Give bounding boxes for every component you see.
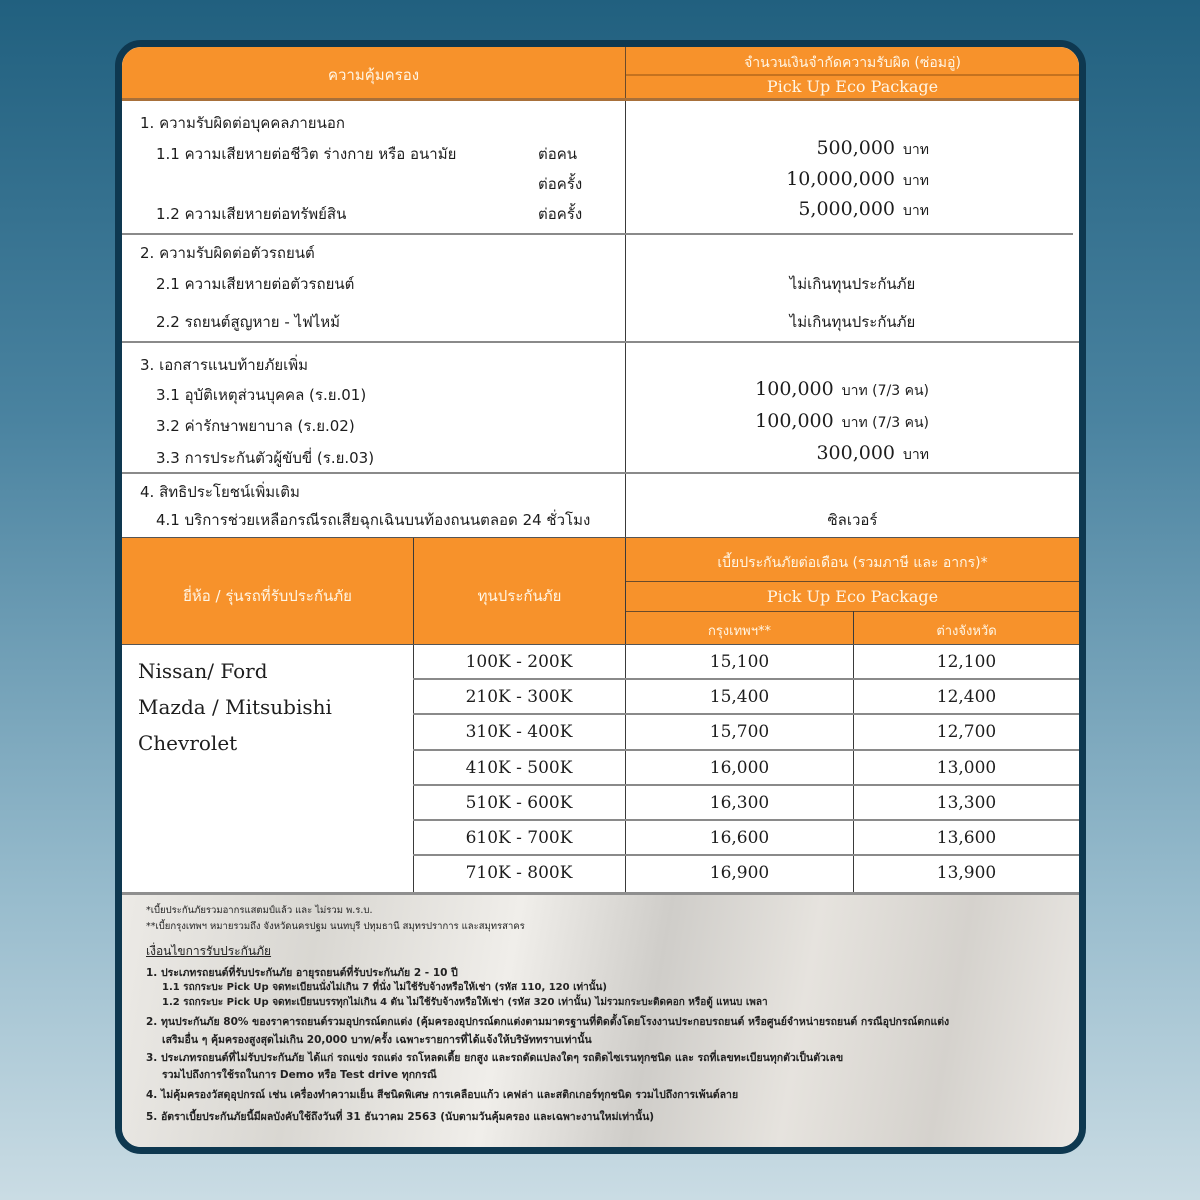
upcountry-premium-cell: 12,400 <box>936 687 997 707</box>
premium-header-label: เบี้ยประกันภัยต่อเดือน (รวมภาษี และ อากร)* <box>717 555 988 571</box>
item-2-2-label: 2.2 รถยนต์สูญหาย - ไฟไหม้ <box>156 313 341 331</box>
section-divider <box>122 472 1079 474</box>
rate-row <box>413 786 1079 821</box>
condition-3: 3. ประเภทรถยนต์ที่ไม่รับประกันภัย ได้แก่ รถแข่ง รถแต่ง รถโหลดเตี้ย ยกสูง และรถดัดแปลงใดๆ รถติดไซเรนทุกชนิด และ รถที่เลขทะเบียนทุกตัวเป็นตัวเลข <box>146 1052 844 1064</box>
header-subdivider <box>626 74 1079 76</box>
rate-row <box>413 680 1079 715</box>
premium-body <box>122 645 1079 892</box>
rate-row <box>413 715 1079 751</box>
amount-unit: บาท <box>903 173 929 189</box>
rate-row <box>413 821 1079 856</box>
condition-5: 5. อัตราเบี้ยประกันภัยนี้มีผลบังคับใช้ถึงวันที่ 31 ธันวาคม 2563 (นับตามวันคุ้มครอง และเฉพาะงานใหม่เท่านั้น) <box>146 1111 655 1123</box>
amount-value: 5,000,000 <box>798 198 896 220</box>
section-2-title: 2. ความรับผิดต่อตัวรถยนต์ <box>140 244 315 262</box>
bangkok-premium-cell: 15,700 <box>709 722 770 742</box>
item-1-2-label: 1.2 ความเสียหายต่อทรัพย์สิน <box>156 205 347 223</box>
sum-insured-cell: 510K - 600K <box>465 793 573 813</box>
upcountry-premium-cell: 12,100 <box>936 652 997 672</box>
model-name: Chevrolet <box>138 731 238 755</box>
condition-1-2: 1.2 รถกระบะ Pick Up จดทะเบียนบรรทุกไม่เกิน 4 ตัน ไม่ใช้รับจ้างหรือให้เช่า (รหัส 320 เท่านั้น) ไม่รวมกระบะติดคอก หรือตู้ แหนบ เพลา <box>162 997 768 1008</box>
coverage-header-label: ความคุ้มครอง <box>327 66 420 84</box>
sum-insured-header-label: ทุนประกันภัย <box>477 587 562 605</box>
upcountry-premium-cell: 13,900 <box>936 863 997 883</box>
amount-value: 100,000 <box>755 378 834 400</box>
upcountry-premium-cell: 13,300 <box>936 793 997 813</box>
footnotes-area <box>122 892 1079 1147</box>
coverage-body <box>122 101 1079 537</box>
bangkok-header-label: กรุงเทพฯ** <box>707 624 772 639</box>
section-divider <box>122 233 1073 235</box>
condition-2: 2. ทุนประกันภัย 80% ของราคารถยนต์รวมอุปกรณ์ตกแต่ง (คุ้มครองอุปกรณ์ตกแต่งตามมาตรฐานที่ติดตั้งโดยโรงงานประกอบรถยนต์ หรือศูนย์จำหน่ายรถยนต์ กรณีอุปกรณ์ตกแต่ง <box>146 1016 950 1028</box>
item-2-1-value: ไม่เกินทุนประกันภัย <box>789 275 916 293</box>
limit-header-label: จำนวนเงินจำกัดความรับผิด (ซ่อมอู่) <box>744 55 961 71</box>
bangkok-premium-cell: 16,000 <box>709 758 770 778</box>
model-name: Mazda / Mitsubishi <box>138 695 332 719</box>
item-3-1-label: 3.1 อุบัติเหตุส่วนบุคคล (ร.ย.01) <box>156 386 367 404</box>
sum-insured-cell: 710K - 800K <box>465 863 573 883</box>
conditions-title: เงื่อนไขการรับประกันภัย <box>146 944 272 958</box>
upcountry-premium-cell: 13,000 <box>936 758 997 778</box>
coverage-header <box>122 47 1079 101</box>
sum-insured-cell: 410K - 500K <box>465 758 573 778</box>
section-1-title: 1. ความรับผิดต่อบุคคลภายนอก <box>140 114 345 132</box>
amount-3-3 <box>816 442 929 466</box>
item-1-1-label: 1.1 ความเสียหายต่อชีวิต ร่างกาย หรือ อนามัย <box>156 145 457 163</box>
section-3-title: 3. เอกสารแนบท้ายภัยเพิ่ม <box>140 356 309 374</box>
bangkok-premium-cell: 15,400 <box>709 687 770 707</box>
condition-4: 4. ไม่คุ้มครองวัสดุอุปกรณ์ เช่น เครื่องทำความเย็น สีชนิดพิเศษ การเคลือบแก้ว เคฟล่า และสติกเกอร์ทุกชนิด รวมไปถึงการเพ้นต์ลาย <box>146 1089 739 1101</box>
amount-1-1b <box>786 168 929 192</box>
condition-1-1: 1.1 รถกระบะ Pick Up จดทะเบียนนั่งไม่เกิน 7 ที่นั่ง ไม่ใช้รับจ้างหรือให้เช่า (รหัส 110, 120 เท่านั้น) <box>162 982 607 993</box>
package-header-label: Pick Up Eco Package <box>766 77 939 96</box>
sum-insured-cell: 210K - 300K <box>465 687 573 707</box>
upcountry-premium-cell: 13,600 <box>936 828 997 848</box>
item-4-1-value: ซิลเวอร์ <box>827 511 878 529</box>
amount-value: 300,000 <box>816 442 896 464</box>
amount-value: 500,000 <box>816 137 896 159</box>
amount-3-2 <box>755 410 929 434</box>
section-divider <box>122 341 1079 343</box>
amount-value: 100,000 <box>755 410 834 432</box>
upcountry-header-label: ต่างจังหวัด <box>936 624 997 639</box>
brand-header-label: ยี่ห้อ / รุ่นรถที่รับประกันภัย <box>183 587 352 605</box>
amount-unit: บาท (7/3 คน) <box>841 383 929 399</box>
item-3-3-label: 3.3 การประกันตัวผู้ขับขี่ (ร.ย.03) <box>156 449 375 467</box>
amount-unit: บาท (7/3 คน) <box>841 415 929 431</box>
bangkok-premium-cell: 16,300 <box>709 793 770 813</box>
footnote-1: *เบี้ยประกันภัยรวมอากรแสตมป์แล้ว และ ไม่รวม พ.ร.บ. <box>146 905 373 916</box>
bangkok-premium-cell: 16,600 <box>709 828 770 848</box>
rate-row <box>413 645 1079 680</box>
item-1-1b-basis: ต่อครั้ง <box>538 175 583 193</box>
item-1-1-basis: ต่อคน <box>538 145 578 163</box>
rate-row <box>413 751 1079 786</box>
item-3-2-label: 3.2 ค่ารักษาพยาบาล (ร.ย.02) <box>156 417 355 435</box>
condition-2-cont: เสริมอื่น ๆ คุ้มครองสูงสุดไม่เกิน 20,000 บาท/ครั้ง เฉพาะรายการที่ได้แจ้งให้บริษัททราบเท่านั้น <box>162 1034 592 1046</box>
condition-1: 1. ประเภทรถยนต์ที่รับประกันภัย อายุรถยนต์ที่รับประกันภัย 2 - 10 ปี <box>146 967 458 979</box>
amount-value: 10,000,000 <box>786 168 896 190</box>
sum-insured-cell: 610K - 700K <box>465 828 573 848</box>
model-list <box>138 653 332 761</box>
item-4-1-label: 4.1 บริการช่วยเหลือกรณีรถเสียฉุกเฉินบนท้องถนนตลอด 24 ชั่วโมง <box>156 511 591 529</box>
item-2-2-value: ไม่เกินทุนประกันภัย <box>789 313 916 331</box>
premium-header <box>122 537 1079 645</box>
premium-package-label: Pick Up Eco Package <box>766 587 939 606</box>
rate-row <box>413 856 1079 892</box>
footnote-2: **เบี้ยกรุงเทพฯ หมายรวมถึง จังหวัดนครปฐม นนทบุรี ปทุมธานี สมุทรปราการ และสมุทรสาคร <box>146 921 525 932</box>
section-4-title: 4. สิทธิประโยชน์เพิ่มเติม <box>140 483 300 501</box>
bangkok-premium-cell: 16,900 <box>709 863 770 883</box>
sum-insured-cell: 310K - 400K <box>465 722 573 742</box>
header-subdivider <box>626 581 1079 582</box>
upcountry-premium-cell: 12,700 <box>936 722 997 742</box>
sum-insured-cell: 100K - 200K <box>465 652 573 672</box>
insurance-info-card <box>115 40 1086 1154</box>
bangkok-premium-cell: 15,100 <box>709 652 770 672</box>
amount-unit: บาท <box>903 203 929 219</box>
amount-1-1 <box>816 137 929 161</box>
condition-3-cont: รวมไปถึงการใช้รถในการ Demo หรือ Test drive ทุกกรณี <box>162 1069 437 1081</box>
amount-3-1 <box>755 378 929 402</box>
item-2-1-label: 2.1 ความเสียหายต่อตัวรถยนต์ <box>156 275 355 293</box>
amount-unit: บาท <box>903 142 929 158</box>
amount-unit: บาท <box>903 447 929 463</box>
item-1-2-basis: ต่อครั้ง <box>538 205 583 223</box>
model-name: Nissan/ Ford <box>138 659 268 683</box>
amount-1-2 <box>798 198 929 222</box>
